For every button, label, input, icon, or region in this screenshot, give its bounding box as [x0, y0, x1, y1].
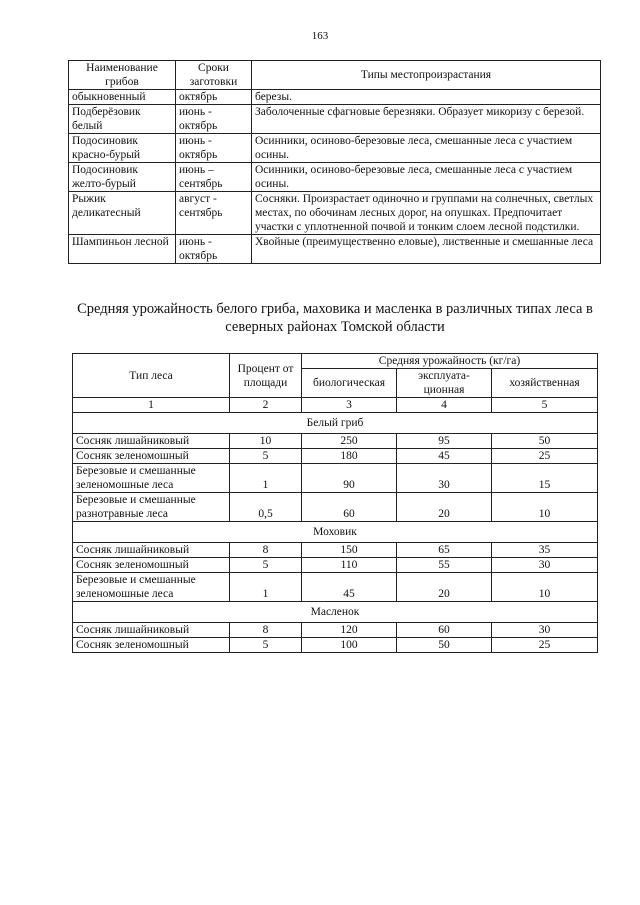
table-row [69, 192, 601, 235]
economic-yield-cell: 10 [492, 573, 598, 602]
table-row [73, 558, 598, 573]
economic-yield-cell: 10 [492, 493, 598, 522]
mushroom-name-cell: Подосиновик желто-бурый [69, 163, 176, 192]
forest-type-cell: Сосняк лишайниковый [73, 623, 230, 638]
header-average-yield: Средняя урожайность (кг/га) [302, 354, 598, 369]
area-percent-cell: 5 [230, 638, 302, 653]
habitat-table-body [69, 90, 601, 264]
biological-yield-cell: 180 [302, 449, 397, 464]
mushroom-habitat-table [68, 60, 601, 264]
table-header-row [73, 354, 598, 369]
forest-type-cell: Березовые и смешанные зеленомошные леса [73, 573, 230, 602]
column-number: 3 [302, 398, 397, 413]
mushroom-name-cell: обыкновенный [69, 90, 176, 105]
area-percent-cell: 5 [230, 558, 302, 573]
habitat-cell: Осинники, осиново-березовые леса, смешанные леса с участием осины. [252, 163, 601, 192]
forest-type-cell: Сосняк зеленомошный [73, 558, 230, 573]
yield-table [72, 353, 598, 653]
header-mushroom-name: Наименование грибов [69, 61, 176, 90]
habitat-cell: Хвойные (преимущественно еловые), лиственные и смешанные леса [252, 235, 601, 264]
exploitable-yield-cell: 20 [397, 493, 492, 522]
harvest-period-cell: июнь – сентябрь [176, 163, 252, 192]
header-habitat-types: Типы местопроизрастания [252, 61, 601, 90]
biological-yield-cell: 150 [302, 543, 397, 558]
forest-type-cell: Сосняк зеленомошный [73, 449, 230, 464]
economic-yield-cell: 15 [492, 464, 598, 493]
header-forest-type: Тип леса [73, 354, 230, 398]
biological-yield-cell: 60 [302, 493, 397, 522]
biological-yield-cell: 100 [302, 638, 397, 653]
table-row [69, 90, 601, 105]
exploitable-yield-cell: 20 [397, 573, 492, 602]
section-row [73, 522, 598, 543]
economic-yield-cell: 25 [492, 638, 598, 653]
harvest-period-cell: июнь - октябрь [176, 235, 252, 264]
harvest-period-cell: октябрь [176, 90, 252, 105]
mushroom-name-cell: Подберёзовик белый [69, 105, 176, 134]
habitat-cell: Осинники, осиново-березовые леса, смешанные леса с участием осины. [252, 134, 601, 163]
column-number: 2 [230, 398, 302, 413]
biological-yield-cell: 45 [302, 573, 397, 602]
header-economic: хозяйственная [492, 369, 598, 398]
forest-type-cell: Сосняк лишайниковый [73, 434, 230, 449]
section-row [73, 602, 598, 623]
biological-yield-cell: 110 [302, 558, 397, 573]
exploitable-yield-cell: 55 [397, 558, 492, 573]
area-percent-cell: 10 [230, 434, 302, 449]
table-row [73, 449, 598, 464]
table-row [73, 573, 598, 602]
yield-table-body [73, 413, 598, 653]
forest-type-cell: Березовые и смешанные разнотравные леса [73, 493, 230, 522]
table-row [73, 638, 598, 653]
economic-yield-cell: 50 [492, 434, 598, 449]
area-percent-cell: 0,5 [230, 493, 302, 522]
habitat-cell: Сосняки. Произрастает одиночно и группами на солнечных, светлых местах, по обочинам лесных дорог, на опушках. Предпочитает участки с уплотненной почвой и тонким слоем лесной подстилки. [252, 192, 601, 235]
biological-yield-cell: 120 [302, 623, 397, 638]
forest-type-cell: Березовые и смешанные зеленомошные леса [73, 464, 230, 493]
section-heading: Моховик [73, 522, 598, 543]
exploitable-yield-cell: 45 [397, 449, 492, 464]
column-number: 1 [73, 398, 230, 413]
mushroom-name-cell: Подосиновик красно-бурый [69, 134, 176, 163]
section-heading: Белый гриб [73, 413, 598, 434]
table-header-row [69, 61, 601, 90]
header-biological: биологическая [302, 369, 397, 398]
column-number-row [73, 398, 598, 413]
biological-yield-cell: 250 [302, 434, 397, 449]
economic-yield-cell: 30 [492, 558, 598, 573]
exploitable-yield-cell: 30 [397, 464, 492, 493]
mushroom-name-cell: Рыжик деликатесный [69, 192, 176, 235]
forest-type-cell: Сосняк лишайниковый [73, 543, 230, 558]
habitat-cell: Заболоченные сфагновые березняки. Образует микоризу с березой. [252, 105, 601, 134]
area-percent-cell: 5 [230, 449, 302, 464]
page-number: 163 [311, 30, 329, 42]
table-row [69, 105, 601, 134]
table-row [73, 434, 598, 449]
table-row [73, 464, 598, 493]
section-heading: Масленок [73, 602, 598, 623]
exploitable-yield-cell: 60 [397, 623, 492, 638]
economic-yield-cell: 30 [492, 623, 598, 638]
exploitable-yield-cell: 95 [397, 434, 492, 449]
habitat-cell: березы. [252, 90, 601, 105]
area-percent-cell: 1 [230, 573, 302, 602]
economic-yield-cell: 35 [492, 543, 598, 558]
biological-yield-cell: 90 [302, 464, 397, 493]
economic-yield-cell: 25 [492, 449, 598, 464]
table-row [73, 623, 598, 638]
table-row [73, 493, 598, 522]
column-number: 4 [397, 398, 492, 413]
table-row [69, 235, 601, 264]
header-harvest-period: Сроки заготовки [176, 61, 252, 90]
section-row [73, 413, 598, 434]
table-row [73, 543, 598, 558]
exploitable-yield-cell: 50 [397, 638, 492, 653]
area-percent-cell: 8 [230, 623, 302, 638]
column-number: 5 [492, 398, 598, 413]
forest-type-cell: Сосняк зеленомошный [73, 638, 230, 653]
harvest-period-cell: июнь - октябрь [176, 105, 252, 134]
area-percent-cell: 1 [230, 464, 302, 493]
harvest-period-cell: август - сентябрь [176, 192, 252, 235]
exploitable-yield-cell: 65 [397, 543, 492, 558]
area-percent-cell: 8 [230, 543, 302, 558]
header-exploitable: эксплуата-ционная [397, 369, 492, 398]
table-row [69, 163, 601, 192]
table-row [69, 134, 601, 163]
section-title: Средняя урожайность белого гриба, маховика и масленка в различных типах леса в северных районах Томской области [77, 301, 593, 335]
mushroom-name-cell: Шампиньон лесной [69, 235, 176, 264]
header-area-percent: Процент от площади [230, 354, 302, 398]
harvest-period-cell: июнь - октябрь [176, 134, 252, 163]
